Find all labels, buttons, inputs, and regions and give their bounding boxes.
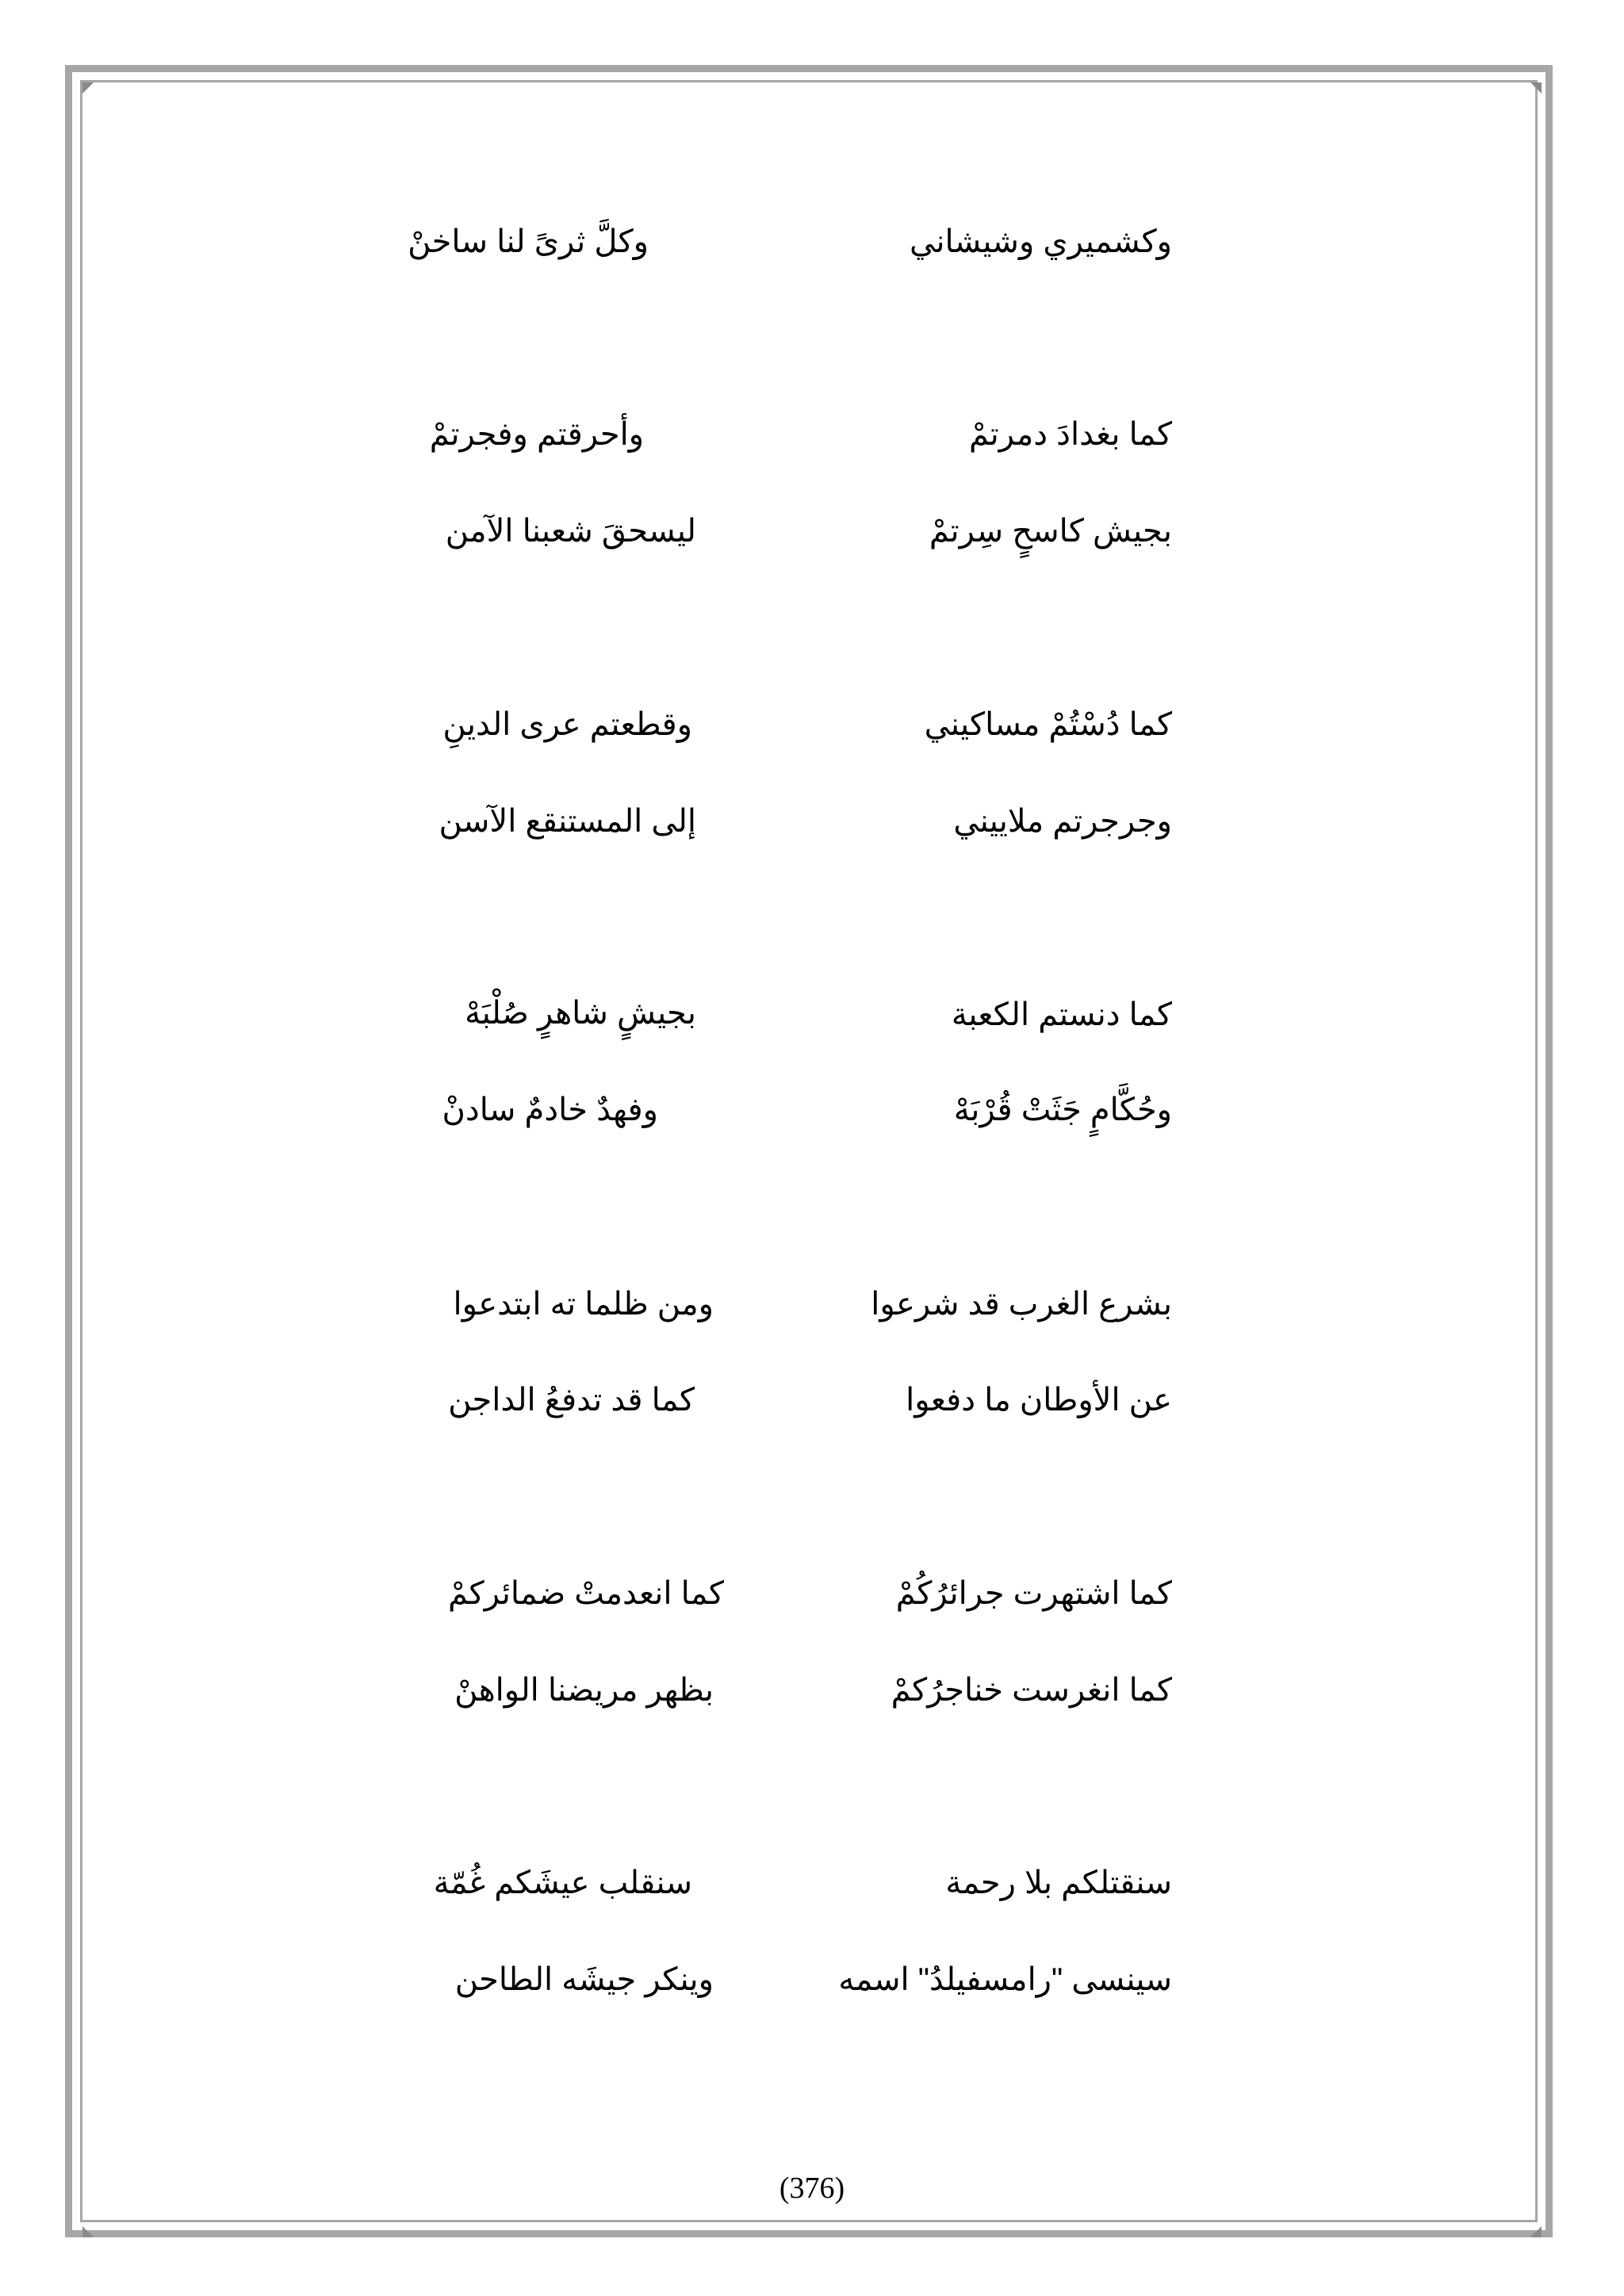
verse-10-right: كما اشتهرت جرائرُكُمْ	[895, 1576, 1172, 1611]
verse-4-right: كما دُسْتُمْ مساكيني	[924, 707, 1172, 742]
verse-5-right: وجرجرتم ملاييني	[953, 804, 1172, 839]
verse-10-left: كما انعدمتْ ضمائركمْ	[448, 1576, 724, 1611]
verse-2-right: كما بغدادَ دمرتمْ	[969, 417, 1172, 452]
page-number: (376)	[779, 2172, 845, 2205]
verse-1-right: وكشميري وشيشاني	[910, 224, 1172, 259]
verse-9-right: عن الأوطان ما دفعوا	[906, 1383, 1172, 1418]
verse-6-left: بجيشٍ شاهرٍ صُلْبَهْ	[465, 996, 696, 1031]
verse-8-right: بشرع الغرب قد شرعوا	[871, 1287, 1172, 1322]
verse-13-right: سينسى "رامسفيلدُ" اسمه	[838, 1962, 1172, 1997]
verse-4-left: وقطعتم عرى الدينِ	[442, 707, 692, 742]
verse-3-left: ليسحقَ شعبنا الآمن	[445, 514, 696, 549]
verse-8-left: ومن ظلما ته ابتدعوا	[453, 1287, 714, 1322]
verse-12-left: سنقلب عيشَكم غُمّة	[433, 1866, 692, 1900]
verse-6-right: كما دنستم الكعبة	[951, 997, 1172, 1032]
verse-7-right: وحُكَّامٍ جَثَتْ قُرْبَهْ	[953, 1093, 1172, 1127]
verse-12-right: سنقتلكم بلا رحمة	[945, 1866, 1172, 1900]
verse-3-right: بجيش كاسحٍ سِرتمْ	[929, 514, 1172, 549]
verse-1-left: وكلَّ ثرىً لنا ساخنْ	[408, 224, 649, 259]
verse-11-left: بظهر مريضنا الواهنْ	[454, 1673, 714, 1708]
verse-7-left: وفهدٌ خادمٌ سادنْ	[442, 1093, 658, 1127]
verse-5-left: إلى المستنقع الآسن	[439, 804, 696, 839]
verse-13-left: وينكر جيشَه الطاحن	[454, 1962, 714, 1997]
verse-2-left: وأحرقتم وفجرتمْ	[429, 417, 644, 452]
verse-11-right: كما انغرست خناجرُكمْ	[891, 1673, 1172, 1708]
verse-9-left: كما قد تدفعُ الداجن	[448, 1383, 695, 1418]
